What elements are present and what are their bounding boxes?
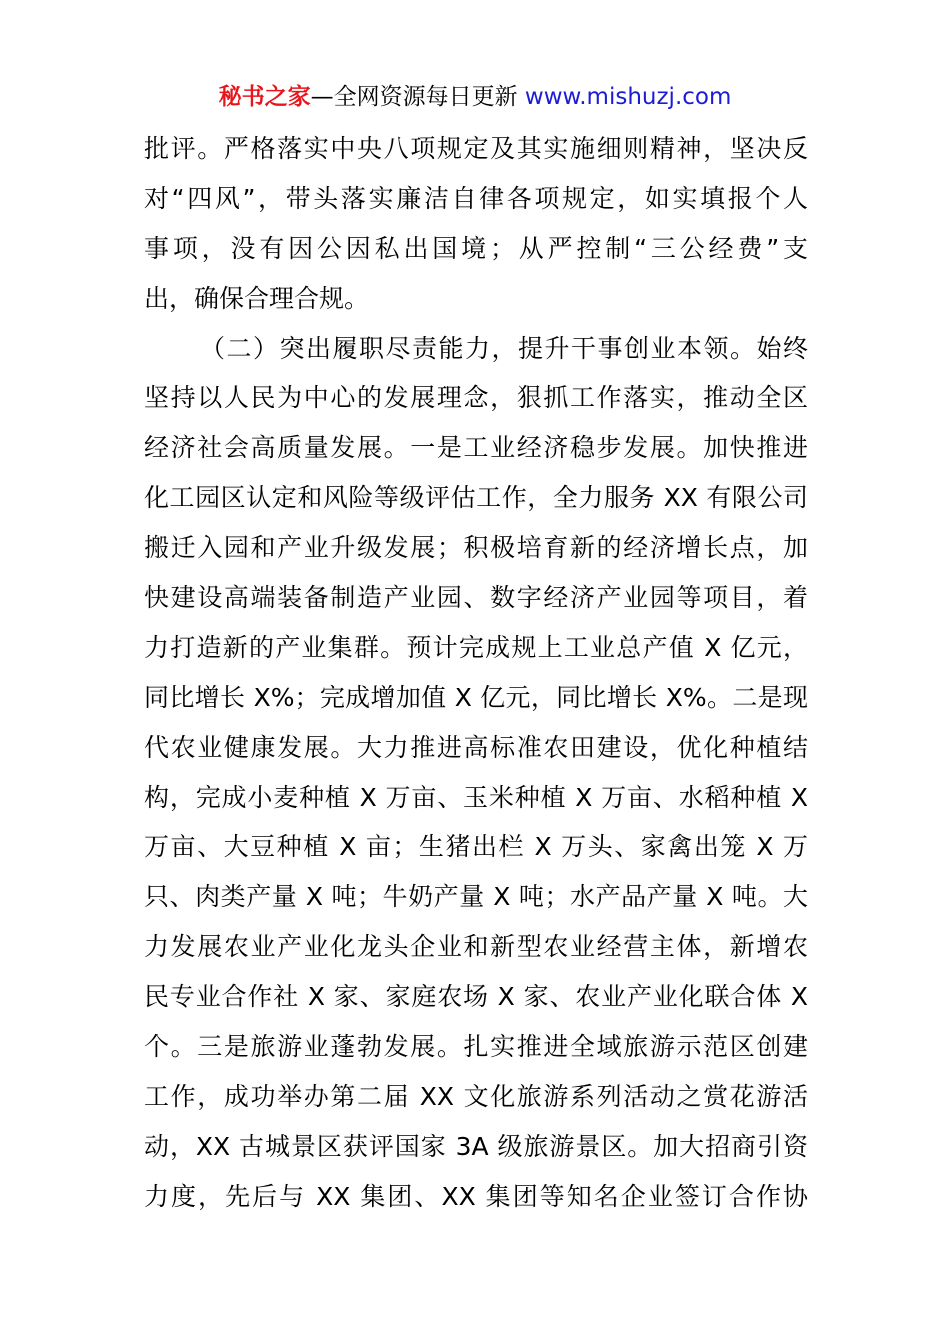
text-line: 力打造新的产业集群。预计完成规上工业总产值 X 亿元， (144, 632, 808, 662)
text-line: 动，XX 古城景区获评国家 3A 级旅游景区。加大招商引资 (144, 1131, 808, 1161)
text-line: 个。三是旅游业蓬勃发展。扎实推进全域旅游示范区创建 (144, 1032, 808, 1062)
section-heading-line: （二）突出履职尽责能力，提升干事创业本领。始终 (200, 333, 808, 363)
text-line: 坚持以人民为中心的发展理念，狠抓工作落实，推动全区 (144, 383, 808, 413)
text-line: 经济社会高质量发展。一是工业经济稳步发展。加快推进 (144, 433, 808, 463)
text-line: 构，完成小麦种植 X 万亩、玉米种植 X 万亩、水稻种植 X (144, 782, 808, 812)
text-line: 对“四风”，带头落实廉洁自律各项规定，如实填报个人 (144, 183, 808, 213)
text-line: 出，确保合理合规。 (144, 283, 370, 313)
text-line: 搬迁入园和产业升级发展；积极培育新的经济增长点，加 (144, 533, 808, 563)
page-header (0, 82, 950, 112)
text-line: 代农业健康发展。大力推进高标准农田建设，优化种植结 (144, 732, 808, 762)
text-line: 快建设高端装备制造产业园、数字经济产业园等项目，着 (144, 583, 808, 613)
text-line: 同比增长 X%；完成增加值 X 亿元，同比增长 X%。二是现 (144, 682, 808, 712)
text-line: 批评。严格落实中央八项规定及其实施细则精神，坚决反 (144, 134, 808, 163)
text-line: 事项，没有因公因私出国境；从严控制“三公经费”支 (144, 233, 808, 263)
text-line: 力度，先后与 XX 集团、XX 集团等知名企业签订合作协 (144, 1181, 808, 1211)
text-line: 只、肉类产量 X 吨；牛奶产量 X 吨；水产品产量 X 吨。大 (144, 882, 808, 912)
text-line: 力发展农业产业化龙头企业和新型农业经营主体，新增农 (144, 932, 808, 962)
text-line: 化工园区认定和风险等级评估工作，全力服务 XX 有限公司 (144, 483, 808, 513)
text-line: 民专业合作社 X 家、家庭农场 X 家、农业产业化联合体 X (144, 982, 808, 1012)
site-url-link[interactable]: www.mishuzj.com (524, 84, 732, 110)
site-tagline: —全网资源每日更新 (310, 84, 525, 110)
site-brand: 秘书之家 (218, 84, 311, 110)
text-line: 万亩、大豆种植 X 亩；生猪出栏 X 万头、家禽出笼 X 万 (144, 832, 808, 862)
text-line: 工作，成功举办第二届 XX 文化旅游系列活动之赏花游活 (144, 1081, 808, 1111)
document-body (144, 124, 808, 1222)
